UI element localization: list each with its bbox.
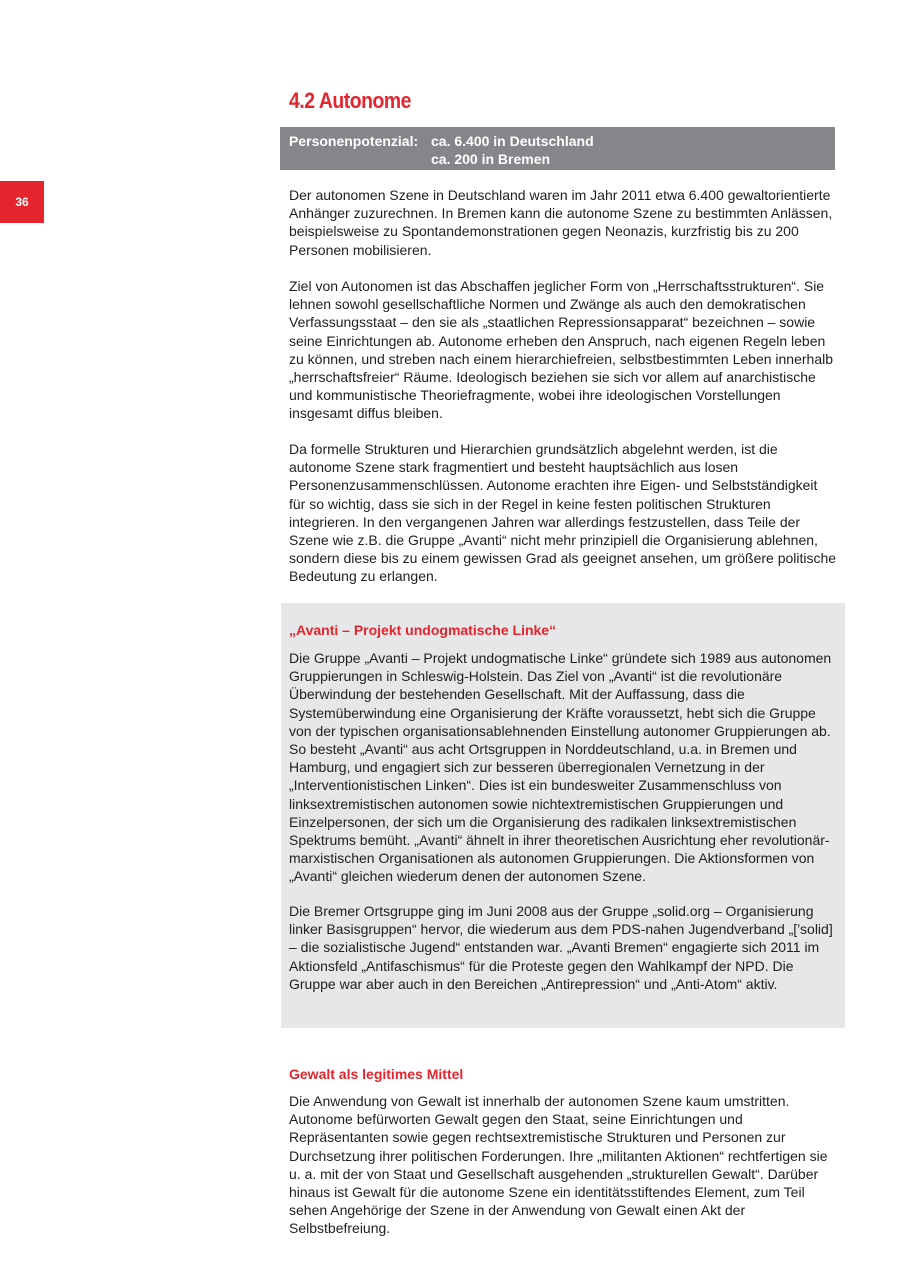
avanti-paragraph-1: Die Gruppe „Avanti – Projekt undogmatische Linke“ gründete sich 1989 aus autonomen Gruppierungen in Schleswig-Holstein. Das Ziel von „Avanti“ ist die revolutionäre Überwindung der bestehenden Gesellschaft. Mit der Auffassung, dass die Systemüberwindung eine Organisierung der Kräfte voraussetzt, hebt sich die Gruppe von der typischen organisationsablehnenden Einstellung autonomer Gruppierungen ab. So besteht „Avanti“ aus acht Ortsgruppen in Norddeutschland, u.a. in Bremen und Hamburg, und engagiert sich zur besseren überregionalen Vernetzung in der „Interventionistischen Linken“. Dies ist ein bundesweiter Zusammenschluss von linksextremistischen autonomen sowie nichtextremistischen Gruppierungen und Einzelpersonen, der sich um die Organisierung des radikalen linksextremistischen Spektrums bemüht. „Avanti“ ähnelt in ihrer theoretischen Ausrichtung eher revolutionär-marxistischen Organisationen als autonomen Gruppierungen. Die Aktionsformen von „Avanti“ gleichen wiederum denen der autonomen Szene. <box>289 650 832 885</box>
section-title: 4.2 Autonome <box>289 88 412 113</box>
page-number: 36 <box>0 181 44 223</box>
intro-paragraph-2: Ziel von Autonomen ist das Abschaffen jeglicher Form von „Herrschaftsstrukturen“. Sie lehnen sowohl gesellschaftliche Normen und Zwänge als auch den demokratischen Verfassungsstaat – den sie als „staatlichen Repressionsapparat“ bezeichnen – sowie seine Einrichtungen ab. Autonome erheben den Anspruch, nach eigenen Regeln leben zu können, und streben nach einem hierarchiefreien, selbstbestimmten Leben innerhalb „herrschaftsfreier“ Räume. Ideologisch beziehen sie sich vor allem auf anarchistische und kommunistische Theoriefragmente, wobei ihre ideologischen Vorstellungen insgesamt diffus bleiben. <box>289 278 834 422</box>
avanti-heading: „Avanti – Projekt undogmatische Linke“ <box>289 622 557 638</box>
personenpotenzial-box <box>280 127 835 170</box>
potential-value-bremen: ca. 200 in Bremen <box>431 151 551 167</box>
intro-paragraph-3: Da formelle Strukturen und Hierarchien grundsätzlich abgelehnt werden, ist die autonome Szene stark fragmentiert und besteht hauptsächlich aus losen Personenzusammenschlüssen. Autonome erachten ihre Eigen- und Selbstständigkeit für so wichtig, dass sie sich in der Regel in keine festen politischen Strukturen integrieren. In den vergangenen Jahren war allerdings festzustellen, dass Teile der Szene wie z.B. die Gruppe „Avanti“ nicht mehr prinzipiell die Organisierung ablehnen, sondern diese bis zu einem gewissen Grad als geeignet ansehen, um größere politische Bedeutung zu erlangen. <box>289 441 837 585</box>
avanti-paragraph-2: Die Bremer Ortsgruppe ging im Juni 2008 aus der Gruppe „solid.org – Organisierung linker Basisgruppen“ hervor, die wiederum aus dem PDS-nahen Jugendverband „[’solid] – die sozialistische Jugend“ entstanden war. „Avanti Bremen“ engagierte sich 2011 im Aktionsfeld „Antifaschismus“ für die Proteste gegen den Wahlkampf der NPD. Die Gruppe war aber auch in den Bereichen „Antirepression“ und „Anti-Atom“ aktiv. <box>289 903 833 992</box>
intro-paragraph-1: Der autonomen Szene in Deutschland waren im Jahr 2011 etwa 6.400 gewaltorientierte Anhänger zuzurechnen. In Bremen kann die autonome Szene zu bestimmten Anlässen, beispielsweise zu Spontandemonstrationen gegen Neonazis, kurzfristig bis zu 200 Personen mobilisieren. <box>289 187 833 258</box>
violence-paragraph: Die Anwendung von Gewalt ist innerhalb der autonomen Szene kaum umstritten. Autonome befürworten Gewalt gegen den Staat, seine Einrichtungen und Repräsentanten sowie gegen rechtsextremistische Strukturen und Personen zur Durchsetzung ihrer politischen Forderungen. Ihre „militanten Aktionen“ rechtfertigen sie u. a. mit der von Staat und Gesellschaft ausgehenden „strukturellen Gewalt“. Darüber hinaus ist Gewalt für die autonome Szene ein identitätsstiftendes Element, zum Teil sehen Angehörige der Szene in der Anwendung von Gewalt einen Akt der Selbstbefreiung. <box>289 1093 828 1237</box>
potential-value-germany: ca. 6.400 in Deutschland <box>431 133 594 149</box>
potential-label: Personenpotenzial: <box>289 133 419 149</box>
violence-heading: Gewalt als legitimes Mittel <box>289 1066 464 1082</box>
